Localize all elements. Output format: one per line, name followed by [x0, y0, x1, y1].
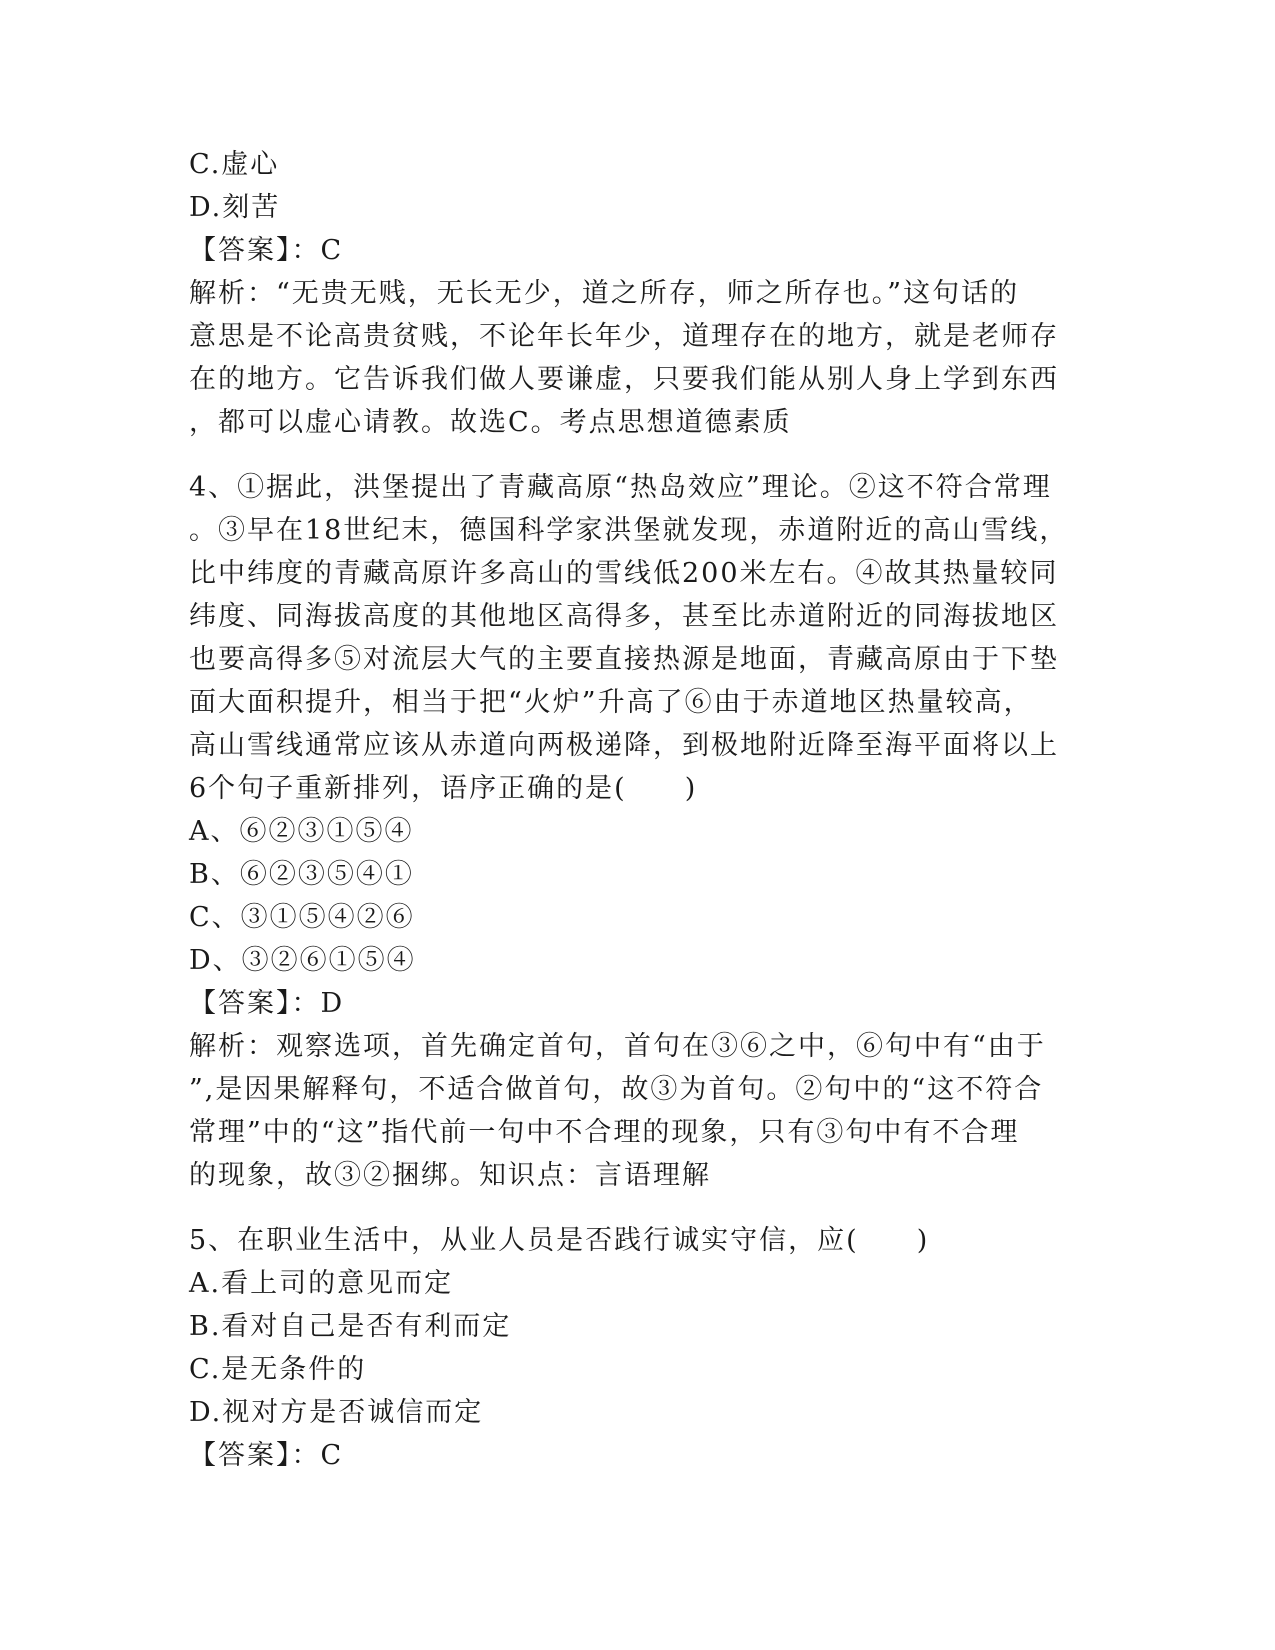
question-stem-line: 6个句子重新排列，语序正确的是( ) [189, 773, 698, 804]
option-c: C.虚心 [189, 149, 280, 180]
answer-line: 【答案】：D [189, 988, 345, 1019]
answer-line: 【答案】：C [189, 1440, 344, 1471]
analysis-line: 解析：“无贵无贱，无长无少，道之所存，师之所存也。”这句话的 [189, 278, 1020, 309]
option-d: D、③②⑥①⑤④ [189, 945, 416, 976]
spacer [189, 1197, 1069, 1219]
analysis-line: ”,是因果解释句，不适合做首句，故③为首句。②句中的“这不符合 [189, 1074, 1044, 1105]
question-stem-line: 也要高得多⑤对流层大气的主要直接热源是地面，青藏高原由于下垫 [189, 644, 1059, 675]
option-b: B、⑥②③⑤④① [189, 859, 414, 890]
question-stem-line: 比中纬度的青藏高原许多高山的雪线低200米左右。④故其热量较同 [189, 558, 1059, 589]
option-d: D.刻苦 [189, 192, 281, 223]
option-a: A.看上司的意见而定 [189, 1268, 454, 1299]
analysis-line: 在的地方。它告诉我们做人要谦虚，只要我们能从别人身上学到东西 [189, 364, 1059, 395]
question-stem-line: 纬度、同海拔高度的其他地区高得多，甚至比赤道附近的同海拔地区 [189, 601, 1059, 632]
question-3-tail [189, 143, 1069, 444]
analysis-line: 常理”中的“这”指代前一句中不合理的现象，只有③句中有不合理 [189, 1117, 1020, 1148]
question-5 [189, 1219, 1069, 1477]
option-b: B.看对自己是否有利而定 [189, 1311, 512, 1342]
analysis-line: 意思是不论高贵贫贱，不论年长年少，道理存在的地方，就是老师存 [189, 321, 1059, 352]
question-stem-line: 5、在职业生活中，从业人员是否践行诚实守信，应( ) [189, 1225, 930, 1256]
answer-line: 【答案】：C [189, 235, 344, 266]
question-stem-line: 高山雪线通常应该从赤道向两极递降，到极地附近降至海平面将以上 [189, 730, 1059, 761]
option-a: A、⑥②③①⑤④ [189, 816, 414, 847]
question-stem-line: 面大面积提升，相当于把“火炉”升高了⑥由于赤道地区热量较高， [189, 687, 1033, 718]
document-page [189, 143, 1069, 1477]
question-stem-line: 4、①据此，洪堡提出了青藏高原“热岛效应”理论。②这不符合常理 [189, 472, 1052, 503]
question-stem-line: 。③早在18世纪末，德国科学家洪堡就发现，赤道附近的高山雪线， [189, 515, 1069, 546]
spacer [189, 444, 1069, 466]
option-d: D.视对方是否诚信而定 [189, 1397, 484, 1428]
analysis-line: ，都可以虚心请教。故选C。考点思想道德素质 [189, 407, 792, 438]
analysis-line: 解析：观察选项，首先确定首句，首句在③⑥之中，⑥句中有“由于 [189, 1031, 1046, 1062]
option-c: C、③①⑤④②⑥ [189, 902, 415, 933]
analysis-line: 的现象，故③②捆绑。知识点：言语理解 [189, 1160, 711, 1191]
option-c: C.是无条件的 [189, 1354, 367, 1385]
question-4 [189, 466, 1069, 1197]
